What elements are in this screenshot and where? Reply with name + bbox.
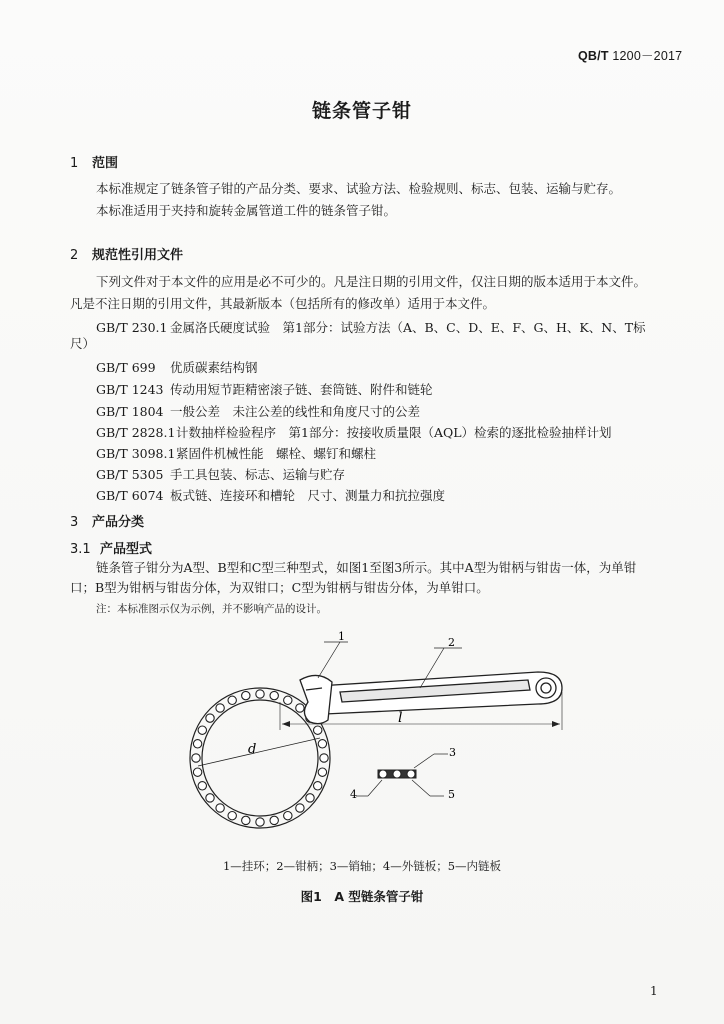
reference-title: 手工具包装、标志、运输与贮存 [170, 467, 346, 482]
chain-roller [228, 812, 236, 820]
reference-code: GB/T 3098.1 [96, 446, 176, 461]
chain-roller [256, 690, 264, 698]
reference-item [96, 402, 420, 420]
note: 注：本标准图示仅为示例，并不影响产品的设计。 [96, 603, 327, 615]
reference-item [96, 486, 445, 504]
chain-roller [270, 816, 278, 824]
figure-1-drawing [150, 630, 610, 850]
chain-roller [242, 816, 250, 824]
reference-continuation: 尺） [70, 336, 96, 351]
page-number: 1 [650, 984, 658, 998]
subsection-3-1-heading [70, 538, 152, 557]
section-number: 2 [70, 248, 79, 263]
reference-code: GB/T 230.1 [96, 320, 168, 335]
chain-roller [296, 804, 304, 812]
reference-code: GB/T 1804 [96, 404, 164, 419]
chain-roller [192, 754, 200, 762]
chain-roller [314, 782, 322, 790]
chain-roller [296, 704, 304, 712]
part-label-5: 5 [448, 788, 455, 801]
reference-item [96, 380, 433, 398]
hook-jaw [300, 675, 332, 723]
leader-1 [318, 642, 340, 678]
reference-code: GB/T 699 [96, 360, 156, 375]
chain-roller [320, 754, 328, 762]
section-title: 规范性引用文件 [92, 248, 184, 263]
reference-item [96, 318, 646, 336]
paragraph: 凡是不注日期的引用文件，其最新版本（包括所有的修改单）适用于本文件。 [70, 296, 496, 311]
reference-title: 板式链、连接环和槽轮 尺寸、测量力和抗拉强度 [170, 488, 446, 503]
chain-roller [206, 794, 214, 802]
diameter-line [198, 738, 320, 766]
subsection-title: 产品型式 [100, 542, 153, 557]
part-label-4: 4 [350, 788, 357, 801]
reference-title: 传动用短节距精密滚子链、套筒链、附件和链轮 [170, 382, 433, 397]
reference-code: GB/T 1243 [96, 382, 164, 397]
section-title: 产品分类 [92, 515, 145, 530]
chain-roller [193, 768, 201, 776]
chain-roller [318, 768, 326, 776]
reference-item [96, 423, 612, 441]
reference-title: 计数抽样检验程序 第1部分：按接收质量限（AQL）检索的逐批检验抽样计划 [176, 425, 612, 440]
section-number: 1 [70, 156, 79, 171]
chain-roller [318, 740, 326, 748]
paragraph: 口；B型为钳柄与钳齿分体，为双钳口；C型为钳柄与钳齿分体，为单钳口。 [70, 580, 489, 595]
document-title: 链条管子钳 [311, 100, 412, 122]
leader-5 [412, 780, 430, 796]
section-title: 范围 [92, 156, 119, 171]
reference-item [96, 358, 258, 376]
part-label-2: 2 [448, 636, 455, 649]
reference-item [96, 444, 376, 462]
paragraph: 链条管子钳分为A型、B型和C型三种型式，如图1至图3所示。其中A型为钳柄与钳齿一体，为单钳 [96, 560, 637, 575]
paragraph: 本标准适用于夹持和旋转金属管道工件的链条管子钳。 [96, 203, 397, 218]
section-number: 3 [70, 515, 79, 530]
chain-detail [378, 770, 416, 778]
subsection-number: 3.1 [70, 542, 91, 557]
chain-roller [242, 691, 250, 699]
chain-roller [216, 804, 224, 812]
leader-3 [414, 754, 434, 768]
chain-roller [198, 726, 206, 734]
paragraph: 下列文件对于本文件的应用是必不可少的。凡是注日期的引用文件，仅注日期的版本适用于本文件。 [96, 274, 647, 289]
chain-roller [270, 691, 278, 699]
chain-roller [256, 818, 264, 826]
chain-roller [216, 704, 224, 712]
reference-title: 金属洛氏硬度试验 第1部分：试验方法（A、B、C、D、E、F、G、H、K、N、T标 [170, 320, 646, 335]
chain-roller [314, 726, 322, 734]
section-3-heading [70, 511, 144, 530]
label-d: d [248, 742, 257, 757]
reference-title: 优质碳素结构钢 [170, 360, 258, 375]
handle [318, 672, 562, 714]
figure-title: 图1 A 型链条管子钳 [300, 889, 424, 904]
part-label-1: 1 [338, 630, 345, 643]
standard-prefix: QB/T [578, 49, 609, 63]
leader-4 [368, 780, 382, 796]
figure-caption: 1—挂环；2—钳柄；3—销轴；4—外链板；5—内链板 [222, 859, 502, 873]
standard-number: 1200－2017 [612, 49, 683, 63]
chain-roller [193, 740, 201, 748]
label-l: l [398, 710, 403, 726]
chain-roller [306, 794, 314, 802]
section-1-heading [70, 152, 118, 171]
section-2-heading [70, 244, 183, 263]
chain-roller [228, 696, 236, 704]
chain-roller [284, 812, 292, 820]
reference-code: GB/T 5305 [96, 467, 164, 482]
chain-roller [198, 782, 206, 790]
reference-title: 一般公差 未注公差的线性和角度尺寸的公差 [170, 404, 421, 419]
chain-roller [284, 696, 292, 704]
paragraph: 本标准规定了链条管子钳的产品分类、要求、试验方法、检验规则、标志、包装、运输与贮存。 [96, 181, 622, 196]
standard-identifier [578, 46, 682, 64]
chain-roller [206, 714, 214, 722]
part-label-3: 3 [449, 746, 456, 759]
reference-code: GB/T 6074 [96, 488, 164, 503]
reference-title: 紧固件机械性能 螺栓、螺钉和螺柱 [176, 446, 377, 461]
reference-code: GB/T 2828.1 [96, 425, 176, 440]
reference-item [96, 465, 345, 483]
